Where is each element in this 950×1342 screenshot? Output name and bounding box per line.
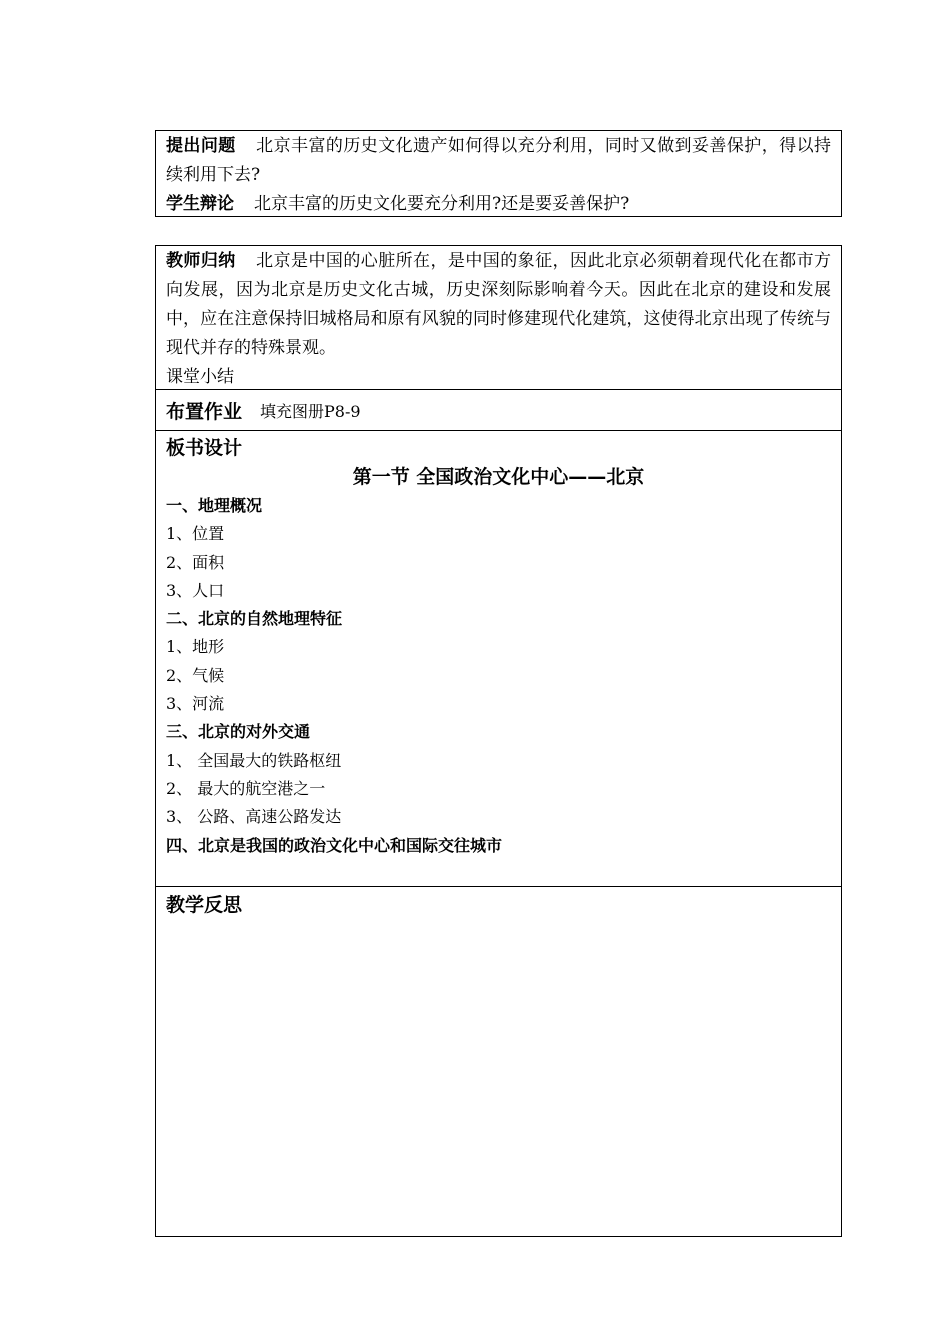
reflection-row [156, 887, 841, 1236]
summary-row [156, 246, 841, 390]
debate-paragraph [166, 190, 831, 219]
question-debate-row [156, 131, 841, 219]
board-outline [166, 492, 831, 860]
debate-text: 北京丰富的历史文化要充分利用?还是要妥善保护? [254, 194, 630, 214]
outline-item: 3、人口 [166, 580, 225, 600]
outline-item: 1、地形 [166, 637, 225, 657]
board-design-row [156, 431, 841, 887]
question-label: 提出问题 [166, 136, 236, 156]
lesson-table [155, 245, 842, 1237]
homework-text: 填充图册P8-9 [260, 401, 361, 421]
reflection-label: 教学反思 [166, 894, 243, 916]
question-text: 北京丰富的历史文化遗产如何得以充分利用，同时又做到妥善保护，得以持续利用下去? [166, 136, 832, 185]
question-paragraph [166, 132, 831, 190]
board-label: 板书设计 [166, 437, 243, 459]
board-title: 第一节 全国政治文化中心——北京 [352, 466, 645, 488]
summary-footer: 课堂小结 [166, 367, 234, 387]
summary-text: 北京是中国的心脏所在，是中国的象征，因此北京必须朝着现代化在都市方向发展，因为北京是历史文化古城，历史深刻际影响着今天。因此在北京的建设和发展中，应在注意保持旧城格局和原有风貌的同时修建现代化建筑，这使得北京出现了传统与现代并存的特殊景观。 [166, 251, 832, 358]
debate-label: 学生辩论 [166, 194, 234, 214]
outline-item: 3、河流 [166, 694, 225, 714]
outline-heading: 四、北京是我国的政治文化中心和国际交往城市 [166, 835, 503, 855]
outline-item: 1、 全国最大的铁路枢纽 [166, 750, 342, 770]
outline-item: 1、位置 [166, 524, 225, 544]
outline-heading: 三、北京的对外交通 [166, 722, 311, 742]
outline-heading: 一、地理概况 [166, 496, 263, 515]
summary-label: 教师归纳 [166, 251, 236, 271]
outline-item: 2、面积 [166, 552, 225, 572]
outline-heading: 二、北京的自然地理特征 [166, 609, 343, 629]
outline-item: 2、气候 [166, 665, 225, 685]
summary-paragraph [166, 247, 831, 363]
homework-row [156, 390, 841, 431]
outline-item: 2、 最大的航空港之一 [166, 778, 326, 798]
question-debate-box [155, 130, 842, 217]
homework-label: 布置作业 [166, 400, 243, 423]
outline-item: 3、 公路、高速公路发达 [166, 807, 342, 827]
